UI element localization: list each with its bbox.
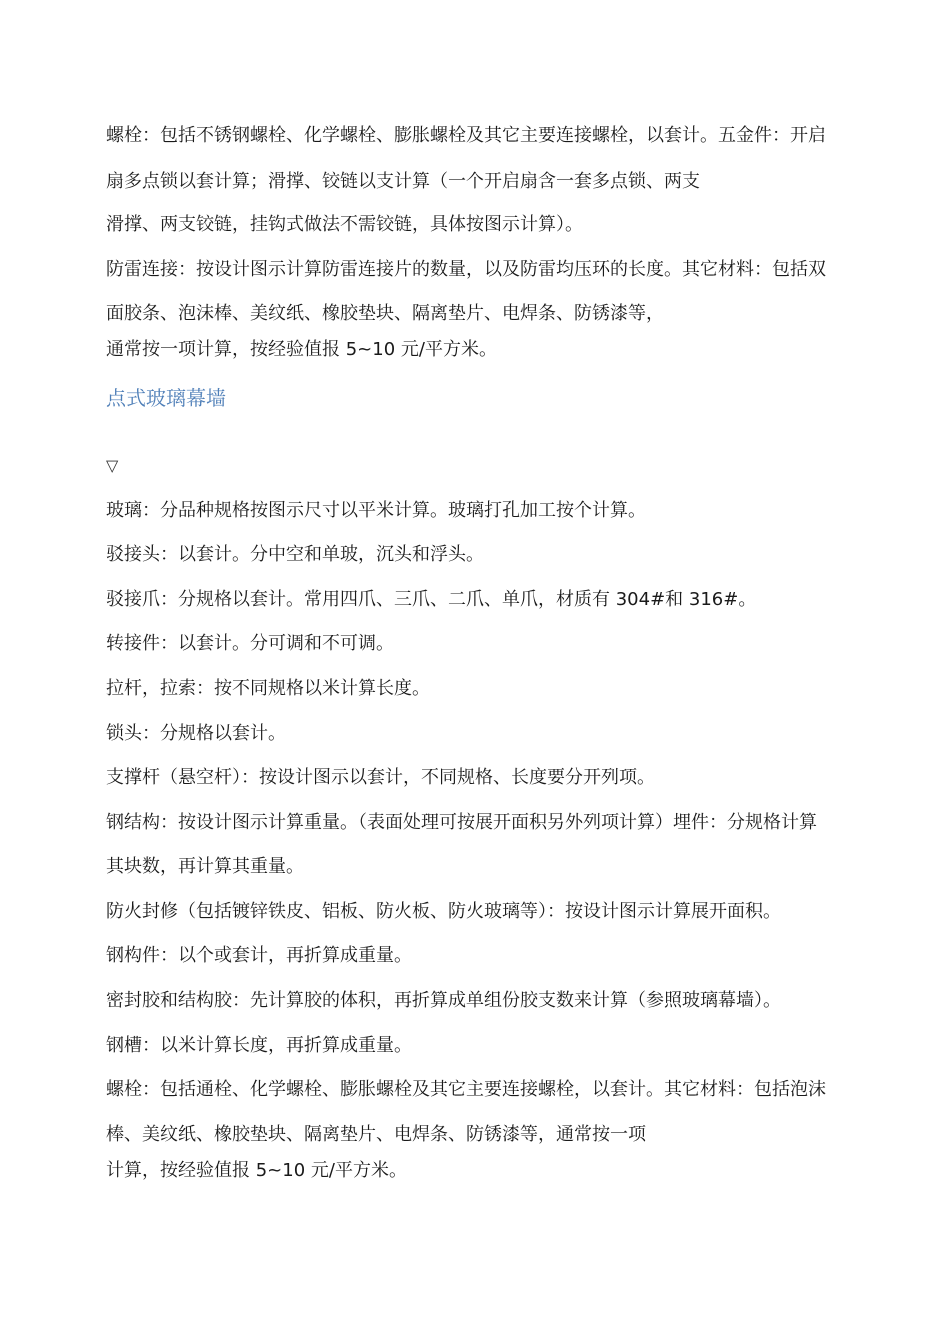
paragraph-line: 驳接头：以套计。分中空和单玻，沉头和浮头。 [106, 544, 484, 565]
paragraph-line: 支撑杆（悬空杆）：按设计图示以套计，不同规格、长度要分开列项。 [106, 767, 655, 788]
paragraph-line: 面胶条、泡沫棒、美纹纸、橡胶垫块、隔离垫片、电焊条、防锈漆等， [106, 303, 664, 324]
paragraph-line: 防雷连接：按设计图示计算防雷连接片的数量，以及防雷均压环的长度。其它材料：包括双 [106, 259, 826, 280]
paragraph-line: 通常按一项计算，按经验值报 5~10 元/平方米。 [106, 339, 497, 360]
paragraph-line: 驳接爪：分规格以套计。常用四爪、三爪、二爪、单爪，材质有 304#和 316#。 [106, 589, 757, 610]
paragraph-line: 钢结构：按设计图示计算重量。（表面处理可按展开面积另外列项计算）埋件：分规格计算 [106, 812, 817, 833]
paragraph-line: 钢构件：以个或套计，再折算成重量。 [106, 945, 412, 966]
paragraph-line: 转接件：以套计。分可调和不可调。 [106, 633, 394, 654]
paragraph-line: 锁头：分规格以套计。 [106, 723, 286, 744]
section-heading: 点式玻璃幕墙 [106, 386, 226, 410]
paragraph-line: 计算，按经验值报 5~10 元/平方米。 [106, 1160, 407, 1181]
paragraph-line: 螺栓：包括不锈钢螺栓、化学螺栓、膨胀螺栓及其它主要连接螺栓，以套计。五金件：开启 [106, 125, 826, 146]
paragraph-line: 滑撑、两支铰链，挂钩式做法不需铰链，具体按图示计算）。 [106, 214, 583, 235]
paragraph-line: 棒、美纹纸、橡胶垫块、隔离垫片、电焊条、防锈漆等，通常按一项 [106, 1124, 646, 1145]
paragraph-line: 拉杆，拉索：按不同规格以米计算长度。 [106, 678, 430, 699]
triangle-marker-icon: ▽ [106, 456, 119, 475]
paragraph-line: 其块数，再计算其重量。 [106, 856, 304, 877]
paragraph-line: 扇多点锁以套计算；滑撑、铰链以支计算（一个开启扇含一套多点锁、两支 [106, 171, 700, 192]
paragraph-line: 密封胶和结构胶：先计算胶的体积，再折算成单组份胶支数来计算（参照玻璃幕墙）。 [106, 990, 781, 1011]
paragraph-line: 玻璃：分品种规格按图示尺寸以平米计算。玻璃打孔加工按个计算。 [106, 500, 646, 521]
paragraph-line: 钢槽：以米计算长度，再折算成重量。 [106, 1035, 412, 1056]
paragraph-line: 螺栓：包括通栓、化学螺栓、膨胀螺栓及其它主要连接螺栓，以套计。其它材料：包括泡沫 [106, 1079, 826, 1100]
paragraph-line: 防火封修（包括镀锌铁皮、铝板、防火板、防火玻璃等）：按设计图示计算展开面积。 [106, 901, 781, 922]
